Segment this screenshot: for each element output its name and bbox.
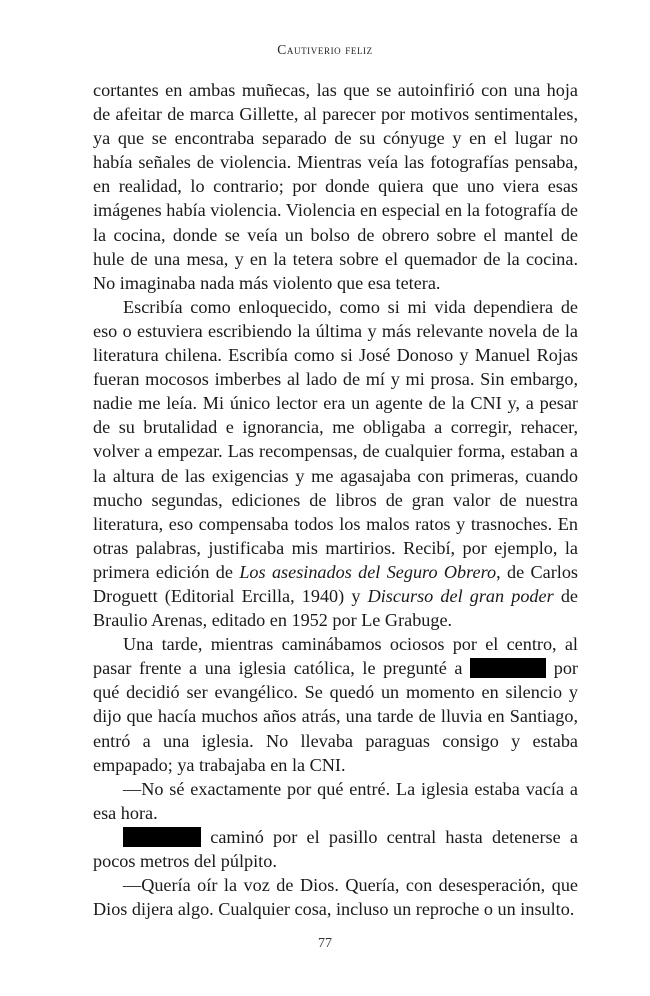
redaction-bar xyxy=(470,658,546,678)
book-title-asesinados: Los asesinados del Seguro Obrero xyxy=(239,561,497,582)
paragraph-1: cortantes en ambas muñecas, las que se autoinfirió con una hoja de afeitar de marca Gillette, al parecer por motivos sentimentales, ya que se encontraba separado de su cónyuge y en el lugar no había señales de violencia. Mientras veía las fotografías pensaba, en realidad, lo contrario; por donde quiera que uno viera esas imágenes había violencia. Violencia en especial en la fotografía de la cocina, donde se veía un bolso de obrero sobre el mantel de hule de una mesa, y en la tetera sobre el quemador de la cocina. No imaginaba nada más violento que esa tetera. xyxy=(93,80,578,293)
paragraph-6: —Quería oír la voz de Dios. Quería, con desesperación, que Dios dijera algo. Cualquier cosa, incluso un reproche o un insulto. xyxy=(93,875,578,920)
paragraph-3 xyxy=(93,632,578,777)
paragraph-5-text: caminó por el pasillo central hasta detenerse a pocos metros del púlpito. xyxy=(93,826,578,871)
paragraph-2-text-c: de Braulio Arenas, editado en 1952 por Le Grabuge. xyxy=(93,585,578,631)
running-head: Cautiverio feliz xyxy=(277,42,373,57)
redaction-bar xyxy=(123,827,201,847)
paragraph-3-text-b: por qué decidió ser evangélico. Se quedó un momento en silencio y dijo que hacía muchos años atrás, una tarde de lluvia en Santiago, entró a una iglesia. No llevaba paraguas consigo y estaba empapado; ya trabajaba en la CNI. xyxy=(93,658,578,775)
paragraph-4: —No sé exactamente por qué entré. La iglesia estaba vacía a esa hora. xyxy=(93,778,578,823)
paragraph-2-text-a: Escribía como enloquecido, como si mi vida dependiera de eso o estuviera escribiendo la última y más relevante novela de la literatura chilena. Escribía como si José Donoso y Manuel Rojas fueran mocosos imberbes al lado de mí y mi prosa. Sin embargo, nadie me leía. Mi único lector era un agente de la CNI y, a pesar de su brutalidad e ignorancia, me obligaba a corregir, rehacer, volver a empezar. Las recompensas, de cualquier forma, estaban a la altura de las exigencias y me agasajaba con primeras, cuando mucho segundas, ediciones de libros de gran valor de nuestra literatura, eso compensaba todos los malos ratos y trasnoches. En otras palabras, justificaba mis martirios. Recibí, por ejemplo, la primera edición de xyxy=(93,296,578,582)
paragraph-2 xyxy=(93,295,578,632)
paragraph-2-text-b: , de Carlos Droguett (Editorial Ercilla, 1940) y xyxy=(93,561,578,606)
paragraph-3-text-a: Una tarde, mientras caminábamos ociosos por el centro, al pasar frente a una iglesia católica, le pregunté a xyxy=(93,634,578,679)
page-number: 77 xyxy=(318,936,332,951)
paragraph-5 xyxy=(93,825,578,873)
body-text xyxy=(93,78,578,921)
book-title-discurso: Discurso del gran poder xyxy=(367,585,554,606)
